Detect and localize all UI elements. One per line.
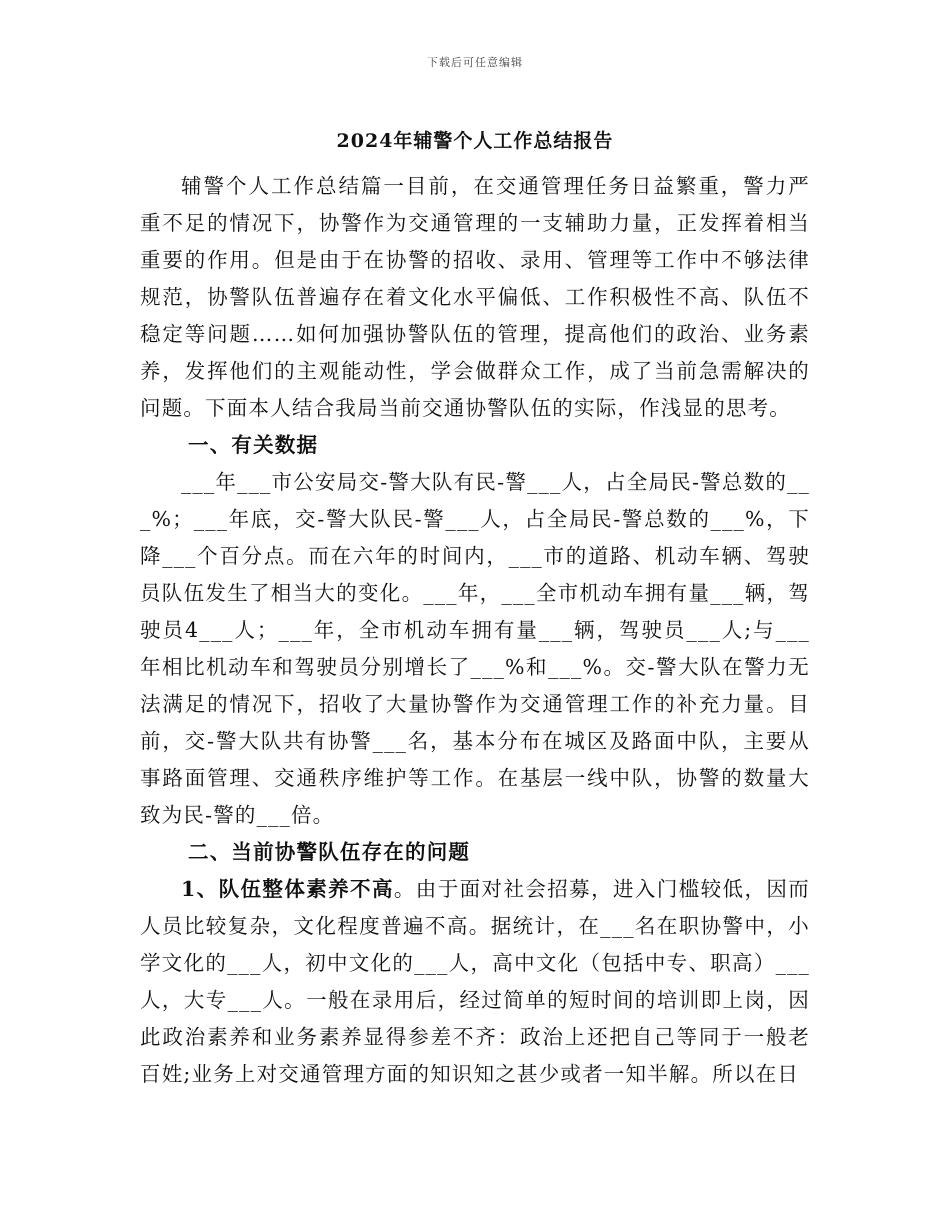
point-1-lead: 1、队伍整体素养不高: [181, 877, 394, 901]
section-heading-2: 二、当前协警队伍存在的问题: [188, 840, 471, 864]
point-1-text: 。由于面对社会招募，进入门槛较低，因而人员比较复杂，文化程度普遍不高。据统计，在___名在职协警中，小学文化的___人，初中文化的___人，高中文化（包括中专、职高）___人，大专___人。一般在录用后，经过简单的短时间的培训即上岗，因此政治素养和业务素养显得参差不齐：政治上还把自己等同于一般老百姓;业务上对交通管理方面的知识知之甚少或者一知半解。所以在日: [140, 877, 810, 1086]
data-paragraph: ___年___市公安局交-警大队有民-警___人，占全局民-警总数的___%；___年底，交-警大队民-警___人，占全局民-警总数的___%，下降___个百分点。而在六年的时间内，___市的道路、机动车辆、驾驶员队伍发生了相当大的变化。___年，___全市机动车拥有量___辆，驾驶员4___人；___年，全市机动车拥有量___辆，驾驶员___人;与___年相比机动车和驾驶员分别增长了___%和___%。交-警大队在警力无法满足的情况下，招收了大量协警作为交通管理工作的补充力量。目前，交-警大队共有协警___名，基本分布在城区及路面中队，主要从事路面管理、交通秩序维护等工作。在基层一线中队，协警的数量大致为民-警的___倍。: [140, 470, 810, 827]
header-note: 下载后可任意编辑: [427, 56, 523, 69]
point-1-paragraph: [140, 871, 810, 1093]
intro-paragraph: 辅警个人工作总结篇一目前，在交通管理任务日益繁重，警力严重不足的情况下，协警作为交通管理的一支辅助力量，正发挥着相当重要的作用。但是由于在协警的招收、录用、管理等工作中不够法律规范，协警队伍普遍存在着文化水平偏低、工作积极性不高、队伍不稳定等问题……如何加强协警队伍的管理，提高他们的政治、业务素养，发挥他们的主观能动性，学会做群众工作，成了当前急需解决的问题。下面本人结合我局当前交通协警队伍的实际，作浅显的思考。: [140, 174, 810, 420]
document-title: 2024年辅警个人工作总结报告: [336, 130, 614, 152]
section-heading-1: 一、有关数据: [188, 433, 319, 457]
document-body: [140, 168, 810, 1093]
